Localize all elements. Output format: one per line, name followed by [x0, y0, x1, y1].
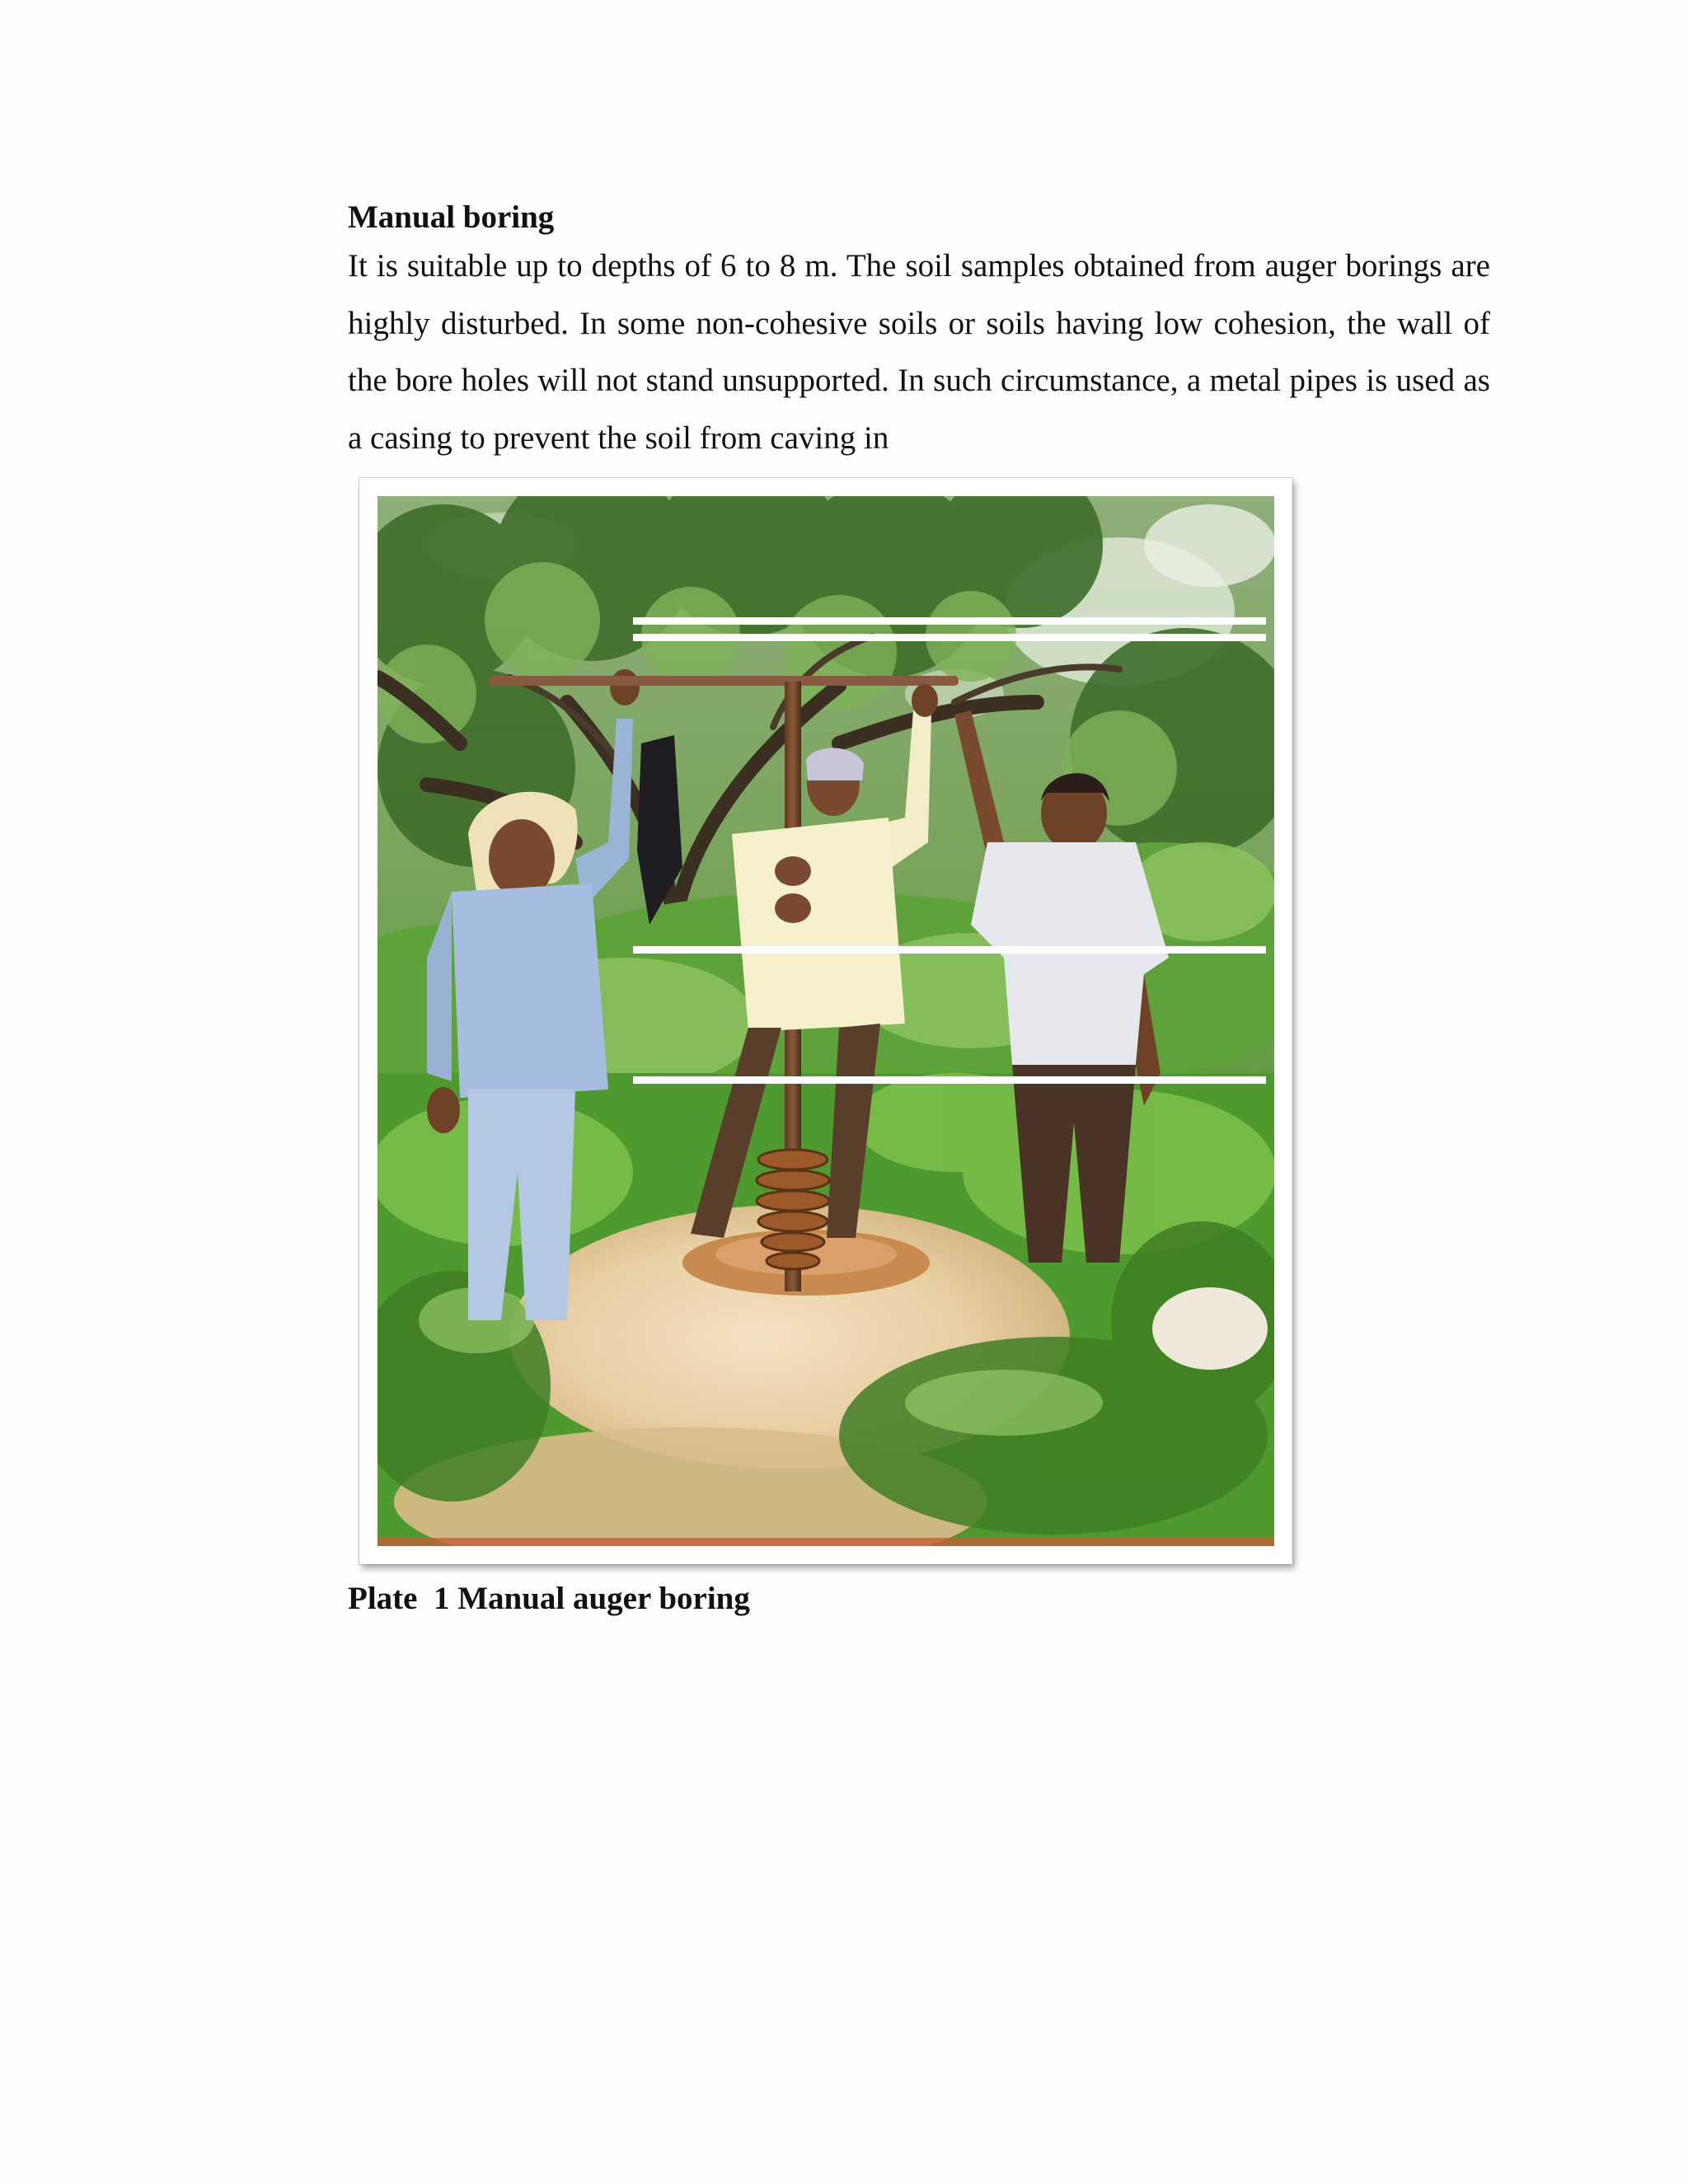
- body-paragraph: It is suitable up to depths of 6 to 8 m. The soil samples obtained from auger borings are highly disturbed. In some non-cohesive soils or soils having low cohesion, the wall of the bore holes will not stand unsupported. In such circumstance, a metal pipes is used as a casing to prevent the soil from caving in: [348, 248, 1490, 456]
- figure-frame: [359, 478, 1292, 1564]
- auger-boring-photo: [377, 496, 1274, 1546]
- section-heading: Manual boring: [348, 199, 555, 235]
- figure-caption: Plate 1 Manual auger boring: [348, 1581, 750, 1616]
